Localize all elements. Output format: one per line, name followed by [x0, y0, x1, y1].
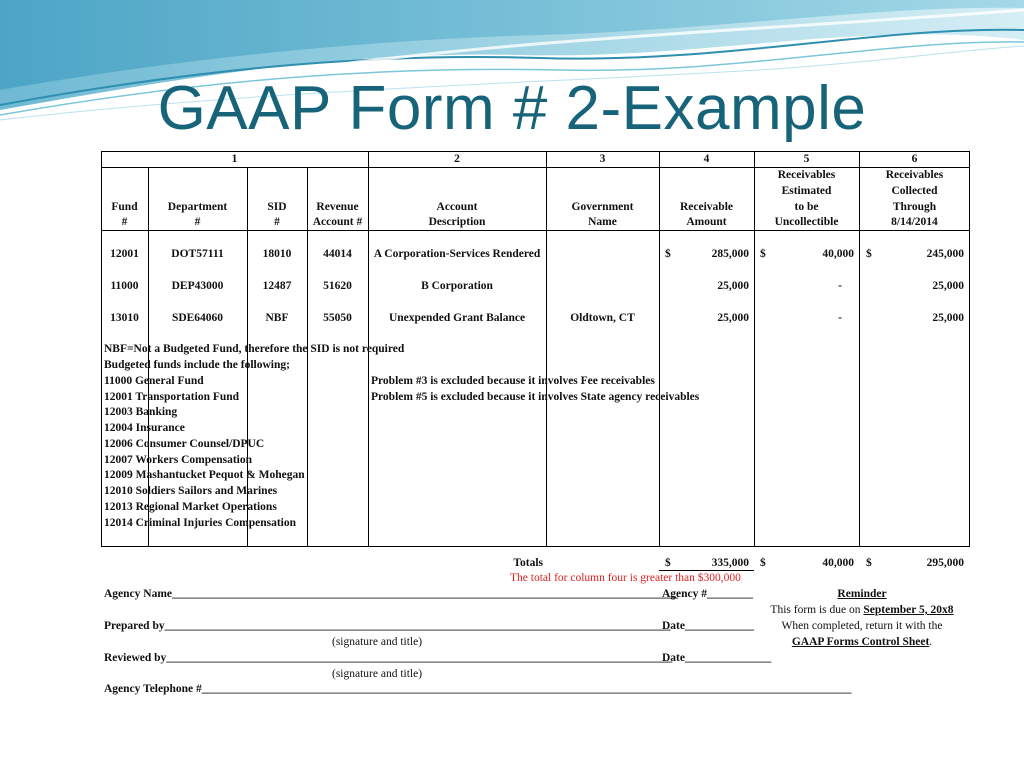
budgeted-funds-intro: Budgeted funds include the following; — [104, 359, 290, 371]
column-number-1: 1 — [231, 153, 238, 165]
list-item: 12001 Transportation Fund — [104, 391, 240, 403]
page-title: GAAP Form # 2-Example — [157, 74, 867, 143]
column-number-5: 5 — [803, 153, 810, 165]
column-number-4: 4 — [703, 153, 710, 165]
reminder-line-1: This form is due on September 5, 20x8 — [770, 604, 954, 616]
list-item: 12006 Consumer Counsel/DPUC — [104, 438, 265, 450]
due-date: September 5, 20x8 — [863, 604, 954, 616]
problem-3-note: Problem #3 is excluded because it involves Fee receivables — [371, 375, 655, 387]
agency-number-field[interactable]: Agency #________ — [662, 588, 754, 600]
column-number-2: 2 — [454, 153, 460, 165]
list-item: 12010 Soldiers Sailors and Marines — [104, 485, 278, 497]
agency-name-field[interactable]: Agency Name________________________________________________________________________________________ — [104, 588, 679, 600]
reviewed-by-field[interactable]: Reviewed by________________________________________________________________________________________ — [104, 652, 673, 664]
problem-5-note: Problem #5 is excluded because it involves State agency receivables — [371, 391, 700, 403]
nbf-note: NBF=Not a Budgeted Fund, therefore the SID is not required — [104, 343, 405, 355]
signature-caption-1: (signature and title) — [332, 636, 423, 648]
list-item: 12003 Banking — [104, 406, 178, 418]
reminder-line-2: When completed, return it with the — [781, 620, 943, 632]
date-field-2[interactable]: Date_______________ — [662, 652, 772, 664]
list-item: 12004 Insurance — [104, 422, 185, 434]
list-item: 12013 Regional Market Operations — [104, 501, 277, 513]
list-item: 12009 Mashantucket Pequot & Mohegan — [104, 469, 305, 481]
reminder-title: Reminder — [837, 588, 887, 600]
list-item: 12007 Workers Compensation — [104, 454, 253, 466]
prepared-by-field[interactable]: Prepared by________________________________________________________________________________________ — [104, 620, 671, 632]
list-item: 11000 General Fund — [104, 375, 204, 387]
column-number-6: 6 — [911, 153, 918, 165]
column-number-3: 3 — [599, 153, 606, 165]
list-item: 12014 Criminal Injuries Compensation — [104, 517, 296, 529]
agency-telephone-field[interactable]: Agency Telephone #_________________________________________________________________________________________________________________ — [104, 683, 852, 695]
reminder-line-3: GAAP Forms Control Sheet. — [791, 636, 933, 648]
date-field-1[interactable]: Date____________ — [662, 620, 754, 632]
gaap-forms-control-sheet-link[interactable]: GAAP Forms Control Sheet — [791, 636, 930, 648]
signature-caption-2: (signature and title) — [332, 668, 423, 680]
red-total-note: The total for column four is greater than $300,000 — [510, 572, 741, 584]
